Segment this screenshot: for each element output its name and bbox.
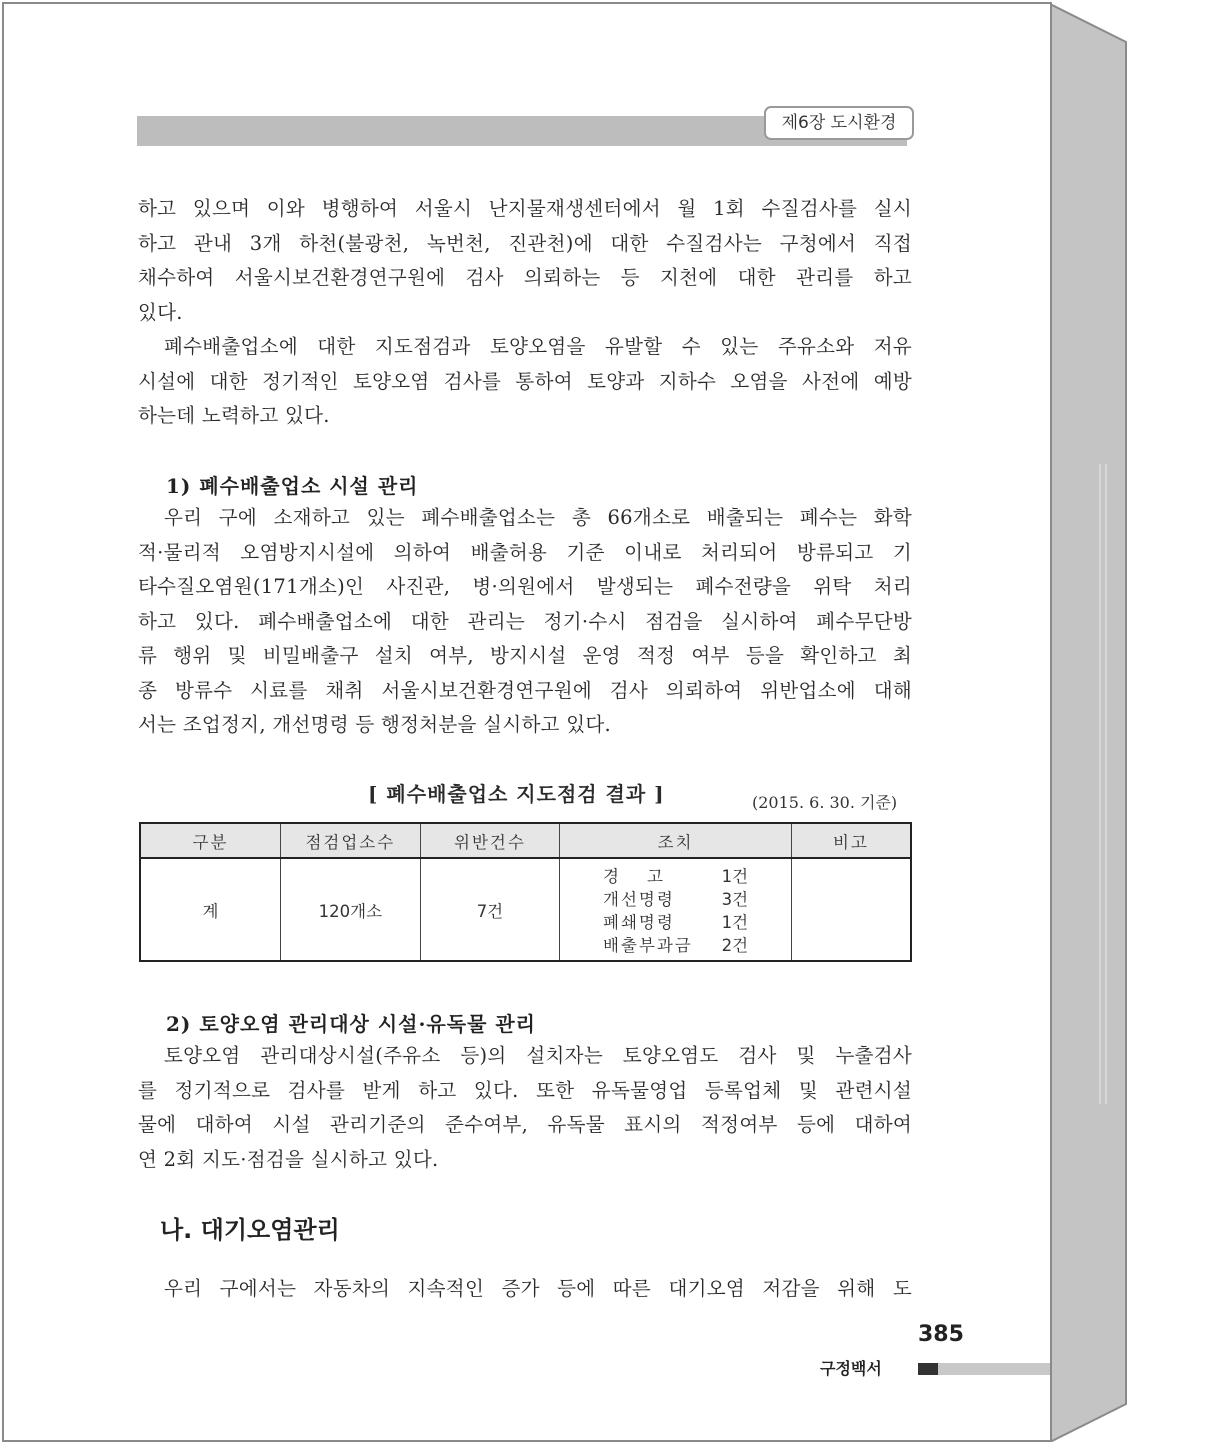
cell-measures — [560, 858, 792, 961]
section3-paragraph — [138, 1272, 912, 1307]
book-title: 구정백서 — [820, 1359, 882, 1378]
book-edge — [1050, 4, 1130, 1442]
measure-count: 2건 — [721, 935, 749, 955]
section3-line: 우리 구에서는 자동차의 지속적인 증가 등에 따른 대기오염 저감을 위해 도 — [164, 1277, 912, 1300]
section1-line: 류 행위 및 비밀배출구 설치 여부, 방지시설 운영 적정 여부 등을 확인하고 최 — [138, 644, 912, 667]
intro-paragraph — [138, 192, 912, 434]
footer-bar — [938, 1363, 1050, 1375]
section1-line: 우리 구에 소재하고 있는 폐수배출업소는 총 66개소로 배출되는 폐수는 화학 — [164, 506, 912, 529]
section2-paragraph — [138, 1039, 912, 1177]
table-header: 위반건수 — [420, 823, 560, 858]
intro-line: 시설에 대한 정기적인 토양오염 검사를 통하여 토양과 지하수 오염을 사전에 예방 — [138, 369, 912, 393]
measure-item — [603, 934, 748, 957]
section2-line: 연 2회 지도·점검을 실시하고 있다. — [138, 1147, 439, 1171]
table-header: 비고 — [791, 823, 911, 858]
chapter-tag: 제6장 도시환경 — [764, 106, 914, 140]
section1-line: 서는 조업정지, 개선명령 등 행정처분을 실시하고 있다. — [138, 713, 612, 736]
table-header: 점검업소수 — [281, 823, 421, 858]
section1-line: 종 방류수 시료를 채취 서울시보건환경연구원에 검사 의뢰하여 위반업소에 대해 — [138, 678, 912, 702]
measure-action: 폐쇄명령 — [603, 912, 675, 932]
section1-line: 적·물리적 오염방지시설에 의하여 배출허용 기준 이내로 처리되어 방류되고 기 — [138, 540, 912, 564]
measure-count: 3건 — [721, 889, 749, 909]
measure-action: 경고 — [603, 866, 691, 886]
measure-item — [603, 911, 748, 934]
measures-list — [603, 863, 748, 957]
table-row — [140, 858, 911, 961]
table-header: 조치 — [560, 823, 792, 858]
section1-paragraph — [138, 501, 912, 743]
table-header: 구분 — [140, 823, 281, 858]
measure-item — [603, 888, 748, 911]
table-header-row — [140, 823, 911, 858]
section2-line: 를 정기적으로 검사를 받게 하고 있다. 또한 유독물영업 등록업체 및 관련시설 — [138, 1078, 912, 1102]
measure-action: 개선명령 — [603, 889, 675, 909]
intro-line: 하고 있으며 이와 병행하여 서울시 난지물재생센터에서 월 1회 수질검사를 실시 — [138, 197, 912, 220]
inspection-table — [139, 822, 912, 962]
intro-line: 채수하여 서울시보건환경연구원에 검사 의뢰하는 등 지천에 대한 관리를 하고 — [138, 266, 912, 289]
table-title: [ 폐수배출업소 지도점검 결과 ] — [368, 782, 665, 806]
section2-line: 토양오염 관리대상시설(주유소 등)의 설치자는 토양오염도 검사 및 누출검사 — [164, 1044, 912, 1067]
measure-item — [603, 865, 748, 888]
measure-action: 배출부과금 — [603, 935, 693, 955]
table-date: (2015. 6. 30. 기준) — [752, 793, 898, 812]
intro-line: 하는데 노력하고 있다. — [138, 404, 330, 427]
measure-count: 1건 — [721, 912, 749, 932]
section1-heading: 1) 폐수배출업소 시설 관리 — [166, 474, 419, 498]
intro-line: 폐수배출업소에 대한 지도점검과 토양오염을 유발할 수 있는 주유소와 저유 — [164, 335, 912, 358]
intro-line: 하고 관내 3개 하천(불광천, 녹번천, 진관천)에 대한 수질검사는 구청에서 직접 — [138, 231, 912, 255]
section3-heading: 나. 대기오염관리 — [160, 1216, 340, 1244]
intro-line: 있다. — [138, 300, 183, 324]
section2-line: 물에 대하여 시설 관리기준의 준수여부, 유독물 표시의 적정여부 등에 대하여 — [138, 1113, 912, 1136]
cell-category: 계 — [140, 858, 281, 961]
footer-mark — [918, 1363, 938, 1375]
cell-note — [791, 858, 911, 961]
page-number: 385 — [918, 1322, 964, 1347]
section1-line: 하고 있다. 폐수배출업소에 대한 관리는 정기·수시 점검을 실시하여 폐수무단방 — [138, 609, 912, 633]
section1-line: 타수질오염원(171개소)인 사진관, 병·의원에서 발생되는 폐수전량을 위탁 처리 — [138, 575, 912, 598]
section2-heading: 2) 토양오염 관리대상 시설·유독물 관리 — [166, 1012, 536, 1036]
measure-count: 1건 — [721, 866, 749, 886]
cell-violations: 7건 — [420, 858, 560, 961]
cell-inspected: 120개소 — [281, 858, 421, 961]
